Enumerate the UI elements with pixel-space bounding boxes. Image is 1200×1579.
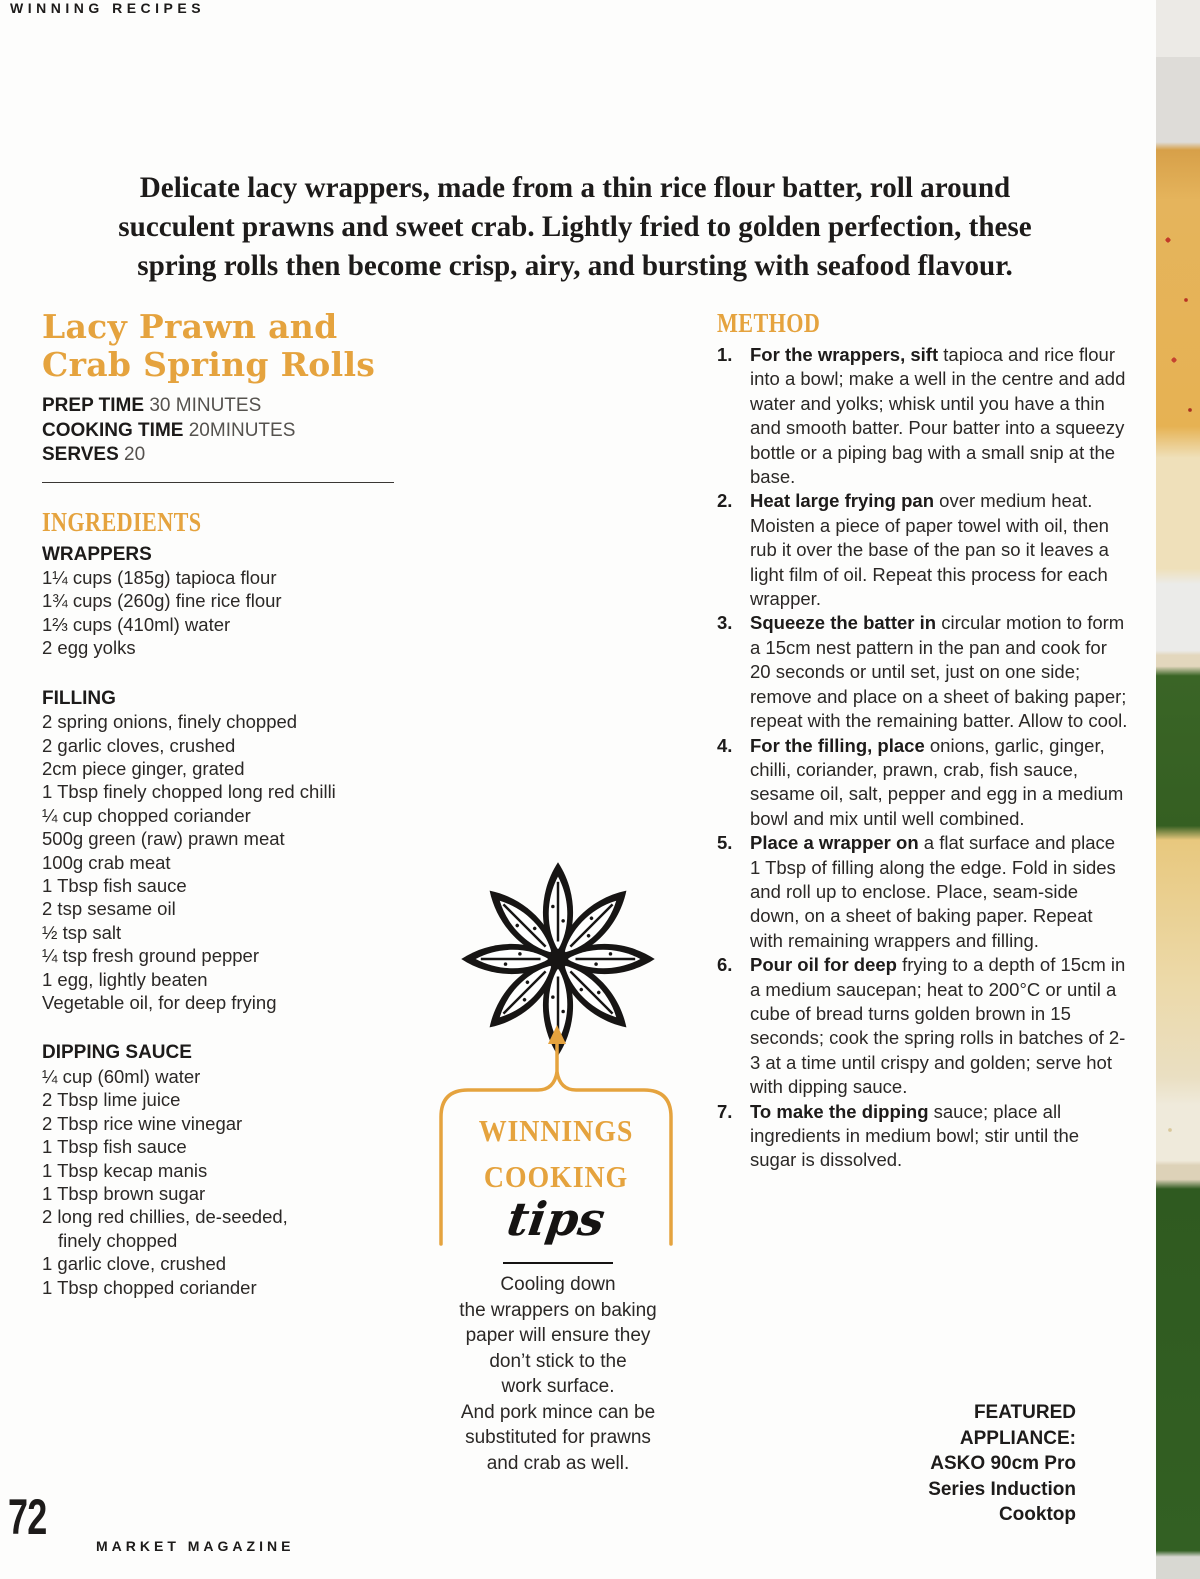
method-steps [717, 343, 1129, 1173]
ingredient-item: 1 Tbsp finely chopped long red chilli [42, 781, 336, 803]
ingredient-group-wrappers: WRAPPERS 1¼ cups (185g) tapioca flour 1¾ cups (260g) fine rice flour 1⅔ cups (410ml) water 2 egg yolks [42, 543, 412, 660]
tips-brand: WINNINGS COOKING [478, 1113, 634, 1194]
ingredient-item: 1¾ cups (260g) fine rice flour [42, 590, 282, 612]
method-step: 5. Place a wrapper on a flat surface and place 1 Tbsp of filling along the edge. Fold in sides and roll up to enclose. Place, seam-side down, on a sheet of baking paper. Repeat with remaining wrappers and filling. [717, 832, 1116, 951]
ingredient-item: 1¼ cups (185g) tapioca flour [42, 567, 277, 588]
ingredient-item: 2 Tbsp lime juice [42, 1089, 181, 1111]
ingredient-item: 2cm piece ginger, grated [42, 757, 245, 779]
ingredient-item: 100g crab meat [42, 851, 171, 873]
ingredient-group-filling: FILLING 2 spring onions, finely chopped 2 garlic cloves, crushed 2cm piece ginger, grated 1 Tbsp finely chopped long red chilli ¼ cup chopped coriander 500g green (raw) prawn meat 100g crab meat 1 Tbsp fish sauce 2 tsp sesame oil ½ tsp salt ¼ tsp fresh ground pepper 1 egg, lightly beaten Vegetable oil, for deep frying [42, 687, 412, 1015]
tips-underline [503, 1262, 613, 1264]
ingredient-item: Vegetable oil, for deep frying [42, 992, 277, 1013]
prep-time: PREP TIME 30 MINUTES [42, 395, 262, 416]
ingredient-item: 1 garlic clove, crushed [42, 1253, 227, 1275]
method-heading: METHOD [717, 308, 821, 338]
ingredient-item: ¼ cup chopped coriander [42, 804, 251, 826]
serves: SERVES 20 [42, 444, 146, 465]
method-step: 2. Heat large frying pan over medium heat. Moisten a piece of paper towel with oil, then rub it over the base of the pan so it leaves a light film of oil. Repeat this process for each wrapper. [717, 490, 1109, 610]
intro-line: succulent prawns and sweet crab. Lightly fried to golden perfection, these [118, 210, 1032, 243]
intro-line: Delicate lacy wrappers, made from a thin rice flour batter, roll around [139, 171, 1011, 204]
tips-script-word: tips [503, 1192, 609, 1246]
ingredient-item: 1 Tbsp fish sauce [42, 1136, 187, 1158]
ingredient-item: ½ tsp salt [42, 921, 122, 943]
recipe-column [42, 308, 412, 1299]
ingredient-item: ¼ tsp fresh ground pepper [42, 945, 260, 967]
ingredient-item: 1 Tbsp chopped coriander [42, 1276, 257, 1298]
method-step: 6. Pour oil for deep frying to a depth of 15cm in a medium saucepan; heat to 200°C or until a cube of bread turns golden brown in 15 seconds; cook the spring rolls in batches of 2-3 at a time until crispy and golden; serve hot with dipping sauce. [717, 954, 1126, 1098]
ingredients-heading: INGREDIENTS [42, 506, 202, 537]
featured-appliance: FEATURED APPLIANCE: ASKO 90cm Pro Series Induction Cooktop [928, 1402, 1076, 1525]
tip-text: Cooling down the wrappers on baking paper will ensure they don’t stick to the work surface. And pork mince can be substituted for prawns and crab as well. [459, 1274, 657, 1474]
ingredient-item: 2 spring onions, finely chopped [42, 711, 298, 733]
ingredient-item: 2 tsp sesame oil [42, 898, 176, 920]
page-number: 72 [8, 1489, 47, 1545]
ingredient-item: 2 long red chillies, de-seeded, [42, 1206, 288, 1228]
ingredient-item: 2 Tbsp rice wine vinegar [42, 1112, 243, 1134]
ingredient-group-dipping-sauce: DIPPING SAUCE ¼ cup (60ml) water 2 Tbsp lime juice 2 Tbsp rice wine vinegar 1 Tbsp fish sauce 1 Tbsp kecap manis 1 Tbsp brown sugar 2 long red chillies, de-seeded, finely chopped 1 garlic clove, crushed 1 Tbsp chopped coriander [42, 1041, 412, 1299]
ingredient-item: 1 egg, lightly beaten [42, 968, 208, 990]
method-step: 7. To make the dipping sauce; place all ingredients in medium bowl; stir until the sugar is dissolved. [717, 1100, 1080, 1171]
intro-paragraph [71, 168, 1080, 285]
ingredient-item: 1 Tbsp brown sugar [42, 1182, 206, 1204]
ingredient-item: 2 egg yolks [42, 637, 136, 659]
intro-line: spring rolls then become crisp, airy, and bursting with seafood flavour. [137, 249, 1013, 282]
food-photo-strip [1156, 0, 1200, 1579]
ingredient-item: 1 Tbsp kecap manis [42, 1159, 208, 1181]
ingredient-item: 1⅔ cups (410ml) water [42, 613, 231, 635]
method-step: 3. Squeeze the batter in circular motion to form a 15cm nest pattern in the pan and cook for 20 seconds or until set, just on one side; remove and place on a sheet of baking paper; repeat with the remaining batter. Allow to cool. [717, 612, 1128, 732]
magazine-name: MARKET MAGAZINE [96, 1538, 295, 1554]
ingredient-item: ¼ cup (60ml) water [42, 1065, 201, 1087]
divider-rule [42, 482, 394, 483]
method-step: 4. For the filling, place onions, garlic, ginger, chilli, coriander, prawn, crab, fish sauce, sesame oil, salt, pepper and egg in a medium bowl and mix until well combined. [717, 734, 1124, 829]
cooking-time: COOKING TIME 20MINUTES [42, 419, 296, 441]
up-arrow-icon [548, 1025, 566, 1044]
recipe-title: Lacy Prawn and Crab Spring Rolls [42, 307, 376, 384]
method-column [717, 308, 1129, 1173]
method-step: 1. For the wrappers, sift tapioca and rice flour into a bowl; make a well in the centre and add water and yolks; whisk until you have a thin and smooth batter. Pour batter into a squeezy bottle or a piping bag with a small snip at the base. [717, 344, 1126, 488]
ingredient-item: 1 Tbsp fish sauce [42, 874, 187, 896]
ingredient-item: 2 garlic cloves, crushed [42, 734, 236, 756]
ingredient-item: 500g green (raw) prawn meat [42, 828, 285, 850]
section-eyebrow: WINNING RECIPES [10, 0, 206, 16]
recipe-meta [42, 394, 412, 468]
ingredient-item-continuation: finely chopped [58, 1229, 178, 1251]
